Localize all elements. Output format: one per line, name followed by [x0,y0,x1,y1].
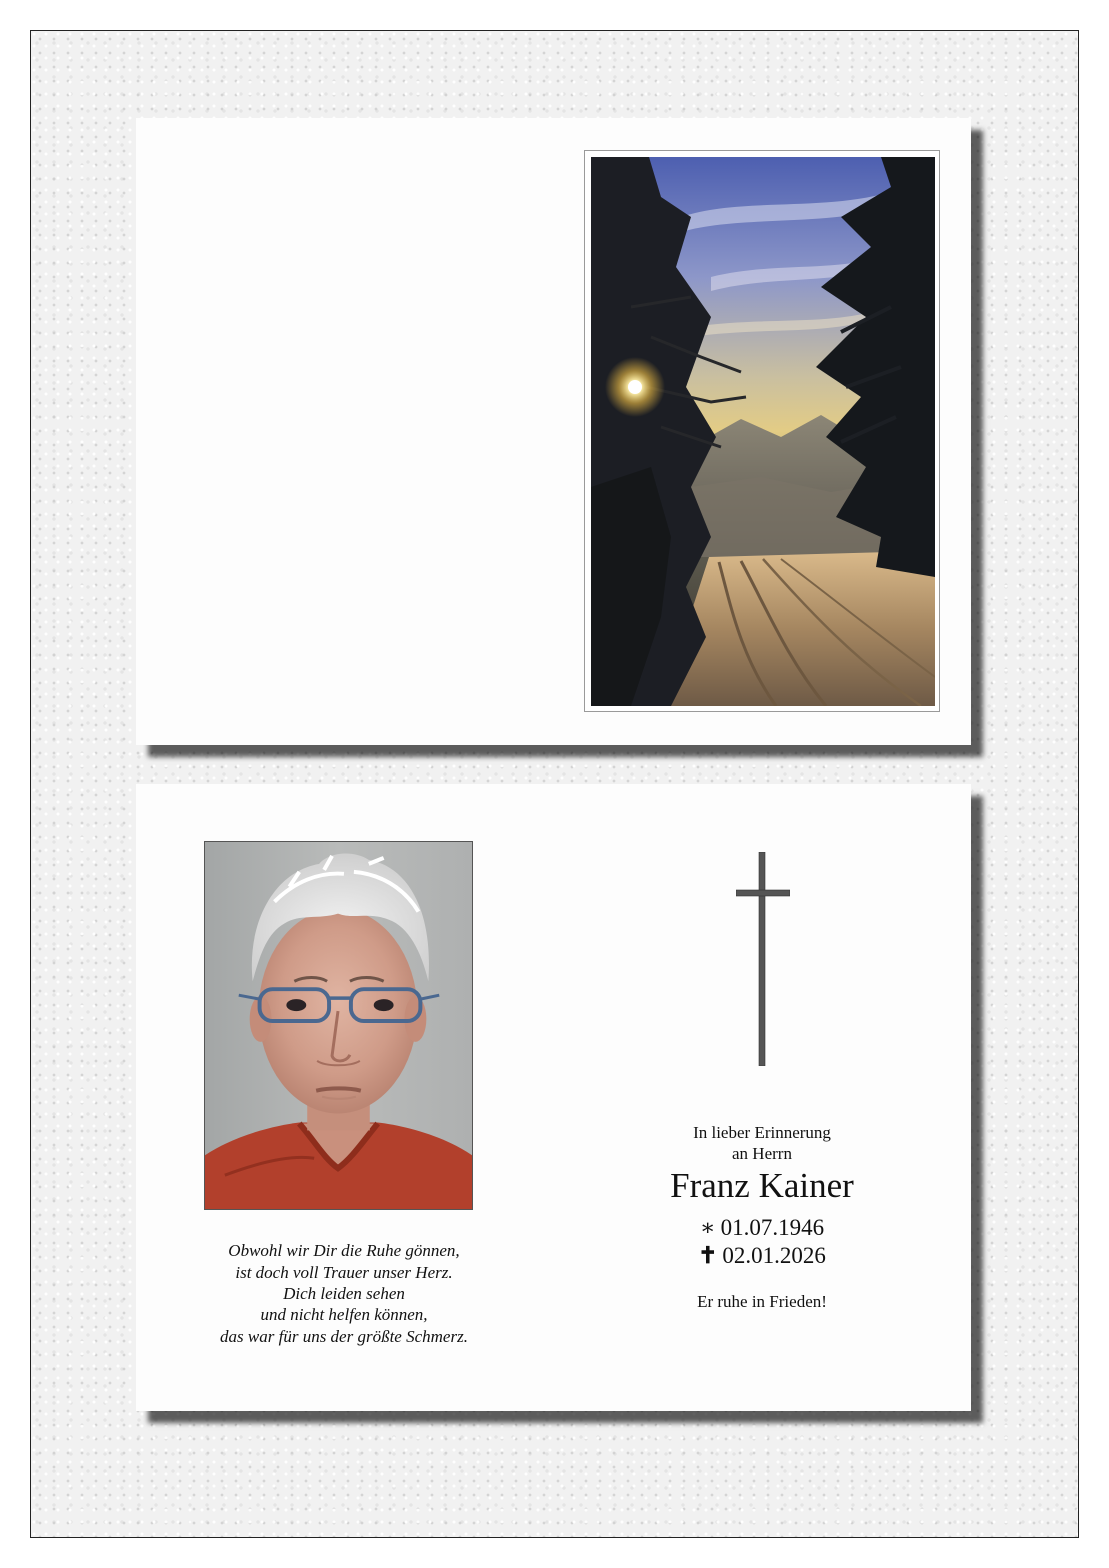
cross-icon [736,852,790,1066]
landscape-photo [591,157,935,706]
portrait-photo [204,841,473,1210]
verse-line: ist doch voll Trauer unser Herz. [235,1263,453,1282]
verse-line: Dich leiden sehen [283,1284,405,1303]
verse-line: und nicht helfen können, [260,1305,428,1324]
intro-line-1: In lieber Erinnerung [693,1123,831,1142]
birth-date-row [612,1215,912,1241]
verse-line: Obwohl wir Dir die Ruhe gönnen, [228,1241,460,1260]
death-cross-icon: ✝ [698,1243,718,1268]
verse-line: das war für uns der größte Schmerz. [220,1327,468,1346]
death-date: 02.01.2026 [722,1243,826,1268]
death-date-row [612,1243,912,1269]
deceased-name: Franz Kainer [670,1166,854,1205]
birth-date: 01.07.1946 [720,1215,825,1240]
closing-line: Er ruhe in Frieden! [697,1292,827,1311]
birth-star-icon: ∗ [699,1215,716,1240]
intro-line-2: an Herrn [732,1144,792,1163]
